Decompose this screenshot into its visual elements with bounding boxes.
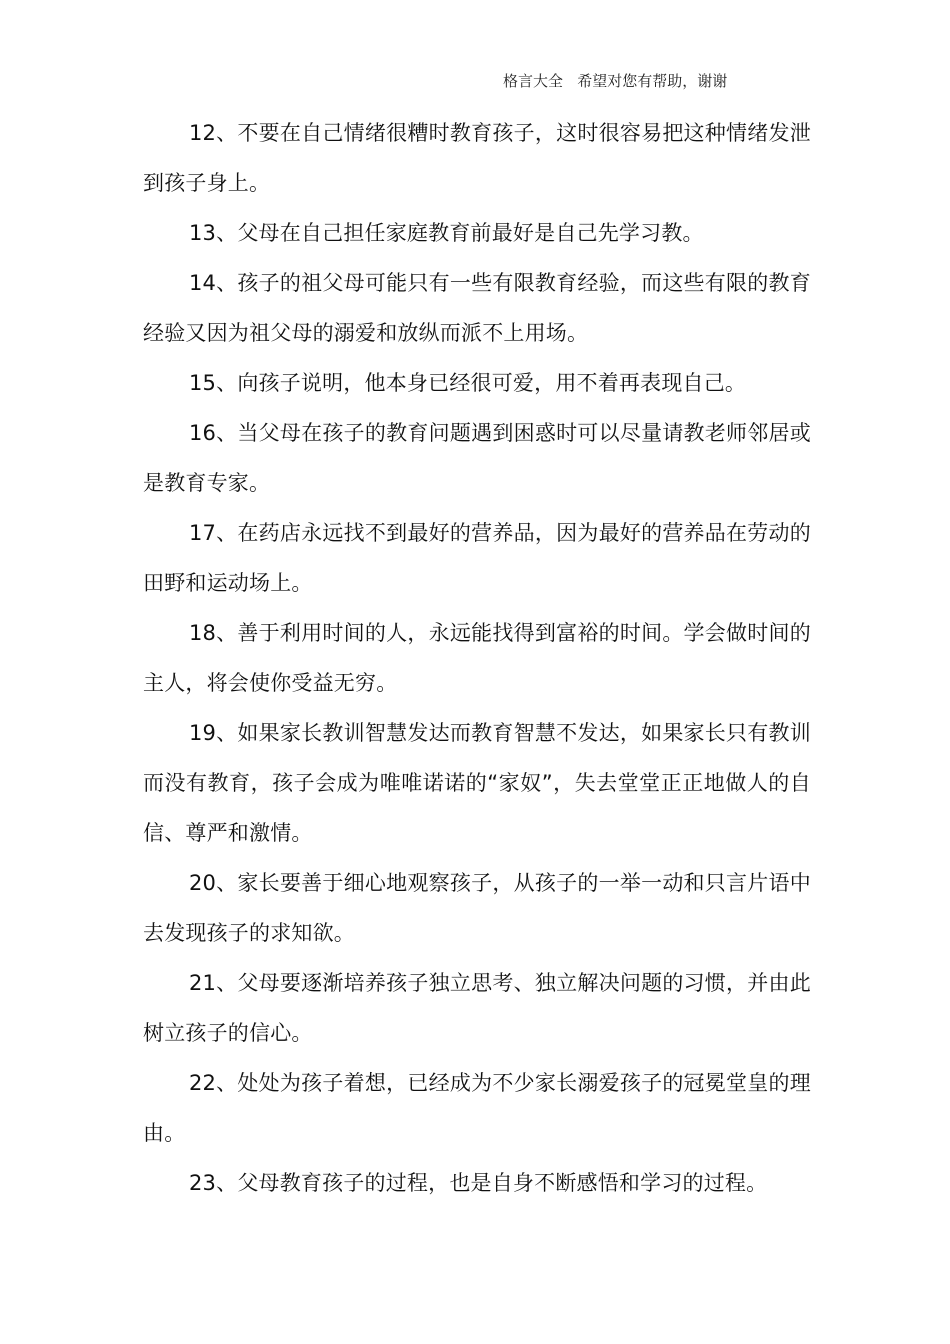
paragraph-15: 15、向孩子说明，他本身已经很可爱，用不着再表现自己。	[189, 371, 747, 395]
paragraph-14: 14、孩子的祖父母可能只有一些有限教育经验，而这些有限的教育经验又因为祖父母的溺爱和放纵而派不上用场。	[143, 271, 811, 345]
paragraph-12: 12、不要在自己情绪很糟时教育孩子，这时很容易把这种情绪发泄到孩子身上。	[143, 121, 811, 195]
paragraph-17: 17、在药店永远找不到最好的营养品，因为最好的营养品在劳动的田野和运动场上。	[143, 521, 811, 595]
paragraph-18: 18、善于利用时间的人，永远能找得到富裕的时间。学会做时间的主人，将会使你受益无穷。	[143, 621, 811, 695]
paragraph-22: 22、处处为孩子着想，已经成为不少家长溺爱孩子的冠冕堂皇的理由。	[143, 1071, 811, 1145]
document-body	[143, 108, 811, 1208]
paragraph-21: 21、父母要逐渐培养孩子独立思考、独立解决问题的习惯，并由此树立孩子的信心。	[143, 971, 811, 1045]
paragraph-13: 13、父母在自己担任家庭教育前最好是自己先学习教。	[189, 221, 704, 245]
paragraph-19: 19、如果家长教训智慧发达而教育智慧不发达，如果家长只有教训而没有教育，孩子会成为唯唯诺诺的“家奴”，失去堂堂正正地做人的自信、尊严和激情。	[143, 721, 811, 845]
page-header: 格言大全 希望对您有帮助，谢谢	[503, 72, 728, 90]
paragraph-16: 16、当父母在孩子的教育问题遇到困惑时可以尽量请教老师邻居或是教育专家。	[143, 421, 811, 495]
paragraph-23: 23、父母教育孩子的过程，也是自身不断感悟和学习的过程。	[189, 1171, 768, 1195]
paragraph-20: 20、家长要善于细心地观察孩子，从孩子的一举一动和只言片语中去发现孩子的求知欲。	[143, 871, 811, 945]
